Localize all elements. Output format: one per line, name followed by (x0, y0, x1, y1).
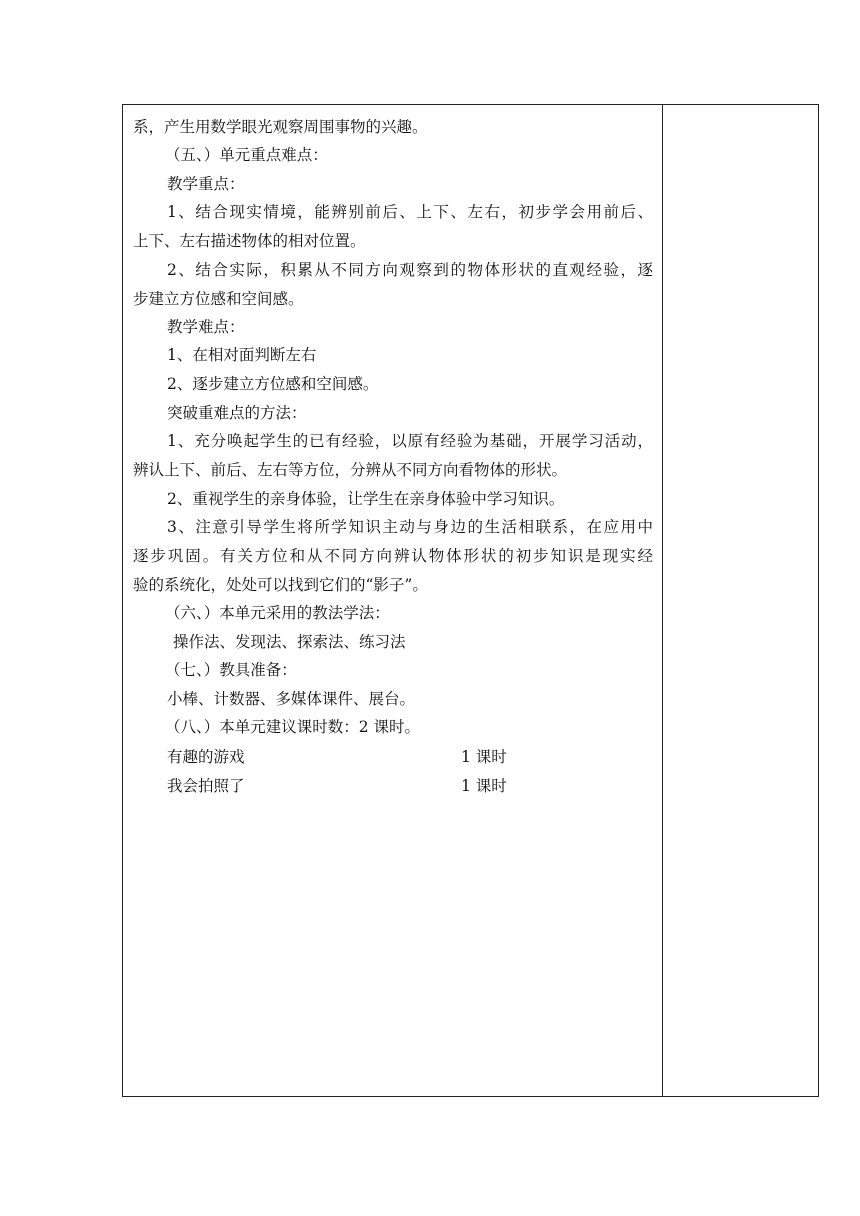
section-heading-6: （六、）本单元采用的教法学法： (165, 604, 390, 622)
text-line: 1、充分唤起学生的已有经验，以原有经验为基础，开展学习活动， (167, 432, 653, 450)
section-heading-7: （七、）教具准备： (165, 661, 297, 679)
notes-cell (663, 105, 818, 1096)
section-heading-5: （五、）单元重点难点： (165, 146, 328, 164)
subheading-difficulties: 教学难点： (167, 318, 245, 336)
text-line: 1、在相对面判断左右 (167, 346, 317, 364)
subheading-key-points: 教学重点： (167, 175, 245, 193)
text-line: 小棒、计数器、多媒体课件、展台。 (167, 690, 416, 708)
text-line: 上下、左右描述物体的相对位置。 (133, 232, 366, 250)
text-line: 系，产生用数学眼光观察周围事物的兴趣。 (133, 118, 428, 136)
content-cell (123, 105, 662, 1096)
schedule-row (167, 776, 647, 796)
lesson-plan-table (122, 104, 819, 1097)
text-line: 步建立方位感和空间感。 (133, 290, 304, 308)
text-line: 3、注意引导学生将所学知识主动与身边的生活相联系，在应用中 (167, 518, 653, 536)
text-line: 逐步巩固。有关方位和从不同方向辨认物体形状的初步知识是现实经 (133, 547, 653, 565)
text-line: 操作法、发现法、探索法、练习法 (173, 633, 406, 651)
text-line: 2、重视学生的亲身体验，让学生在亲身体验中学习知识。 (167, 490, 565, 508)
subheading-methods: 突破重难点的方法： (167, 404, 307, 422)
schedule-lesson: 我会拍照了 (167, 777, 245, 795)
text-line: 1、结合现实情境，能辨别前后、上下、左右，初步学会用前后、 (167, 203, 653, 221)
text-line: 2、结合实际，积累从不同方向观察到的物体形状的直观经验，逐 (167, 261, 653, 279)
schedule-hours: 1 课时 (461, 777, 507, 795)
schedule-hours: 1 课时 (461, 748, 507, 766)
text-line: 辨认上下、前后、左右等方位，分辨从不同方向看物体的形状。 (133, 461, 568, 479)
schedule-lesson: 有趣的游戏 (167, 748, 245, 766)
schedule-row (167, 747, 647, 767)
text-line: 2、逐步建立方位感和空间感。 (167, 375, 379, 393)
section-heading-8: （八、）本单元建议课时数：2 课时。 (165, 718, 421, 736)
text-line: 验的系统化，处处可以找到它们的“影子”。 (133, 576, 428, 594)
